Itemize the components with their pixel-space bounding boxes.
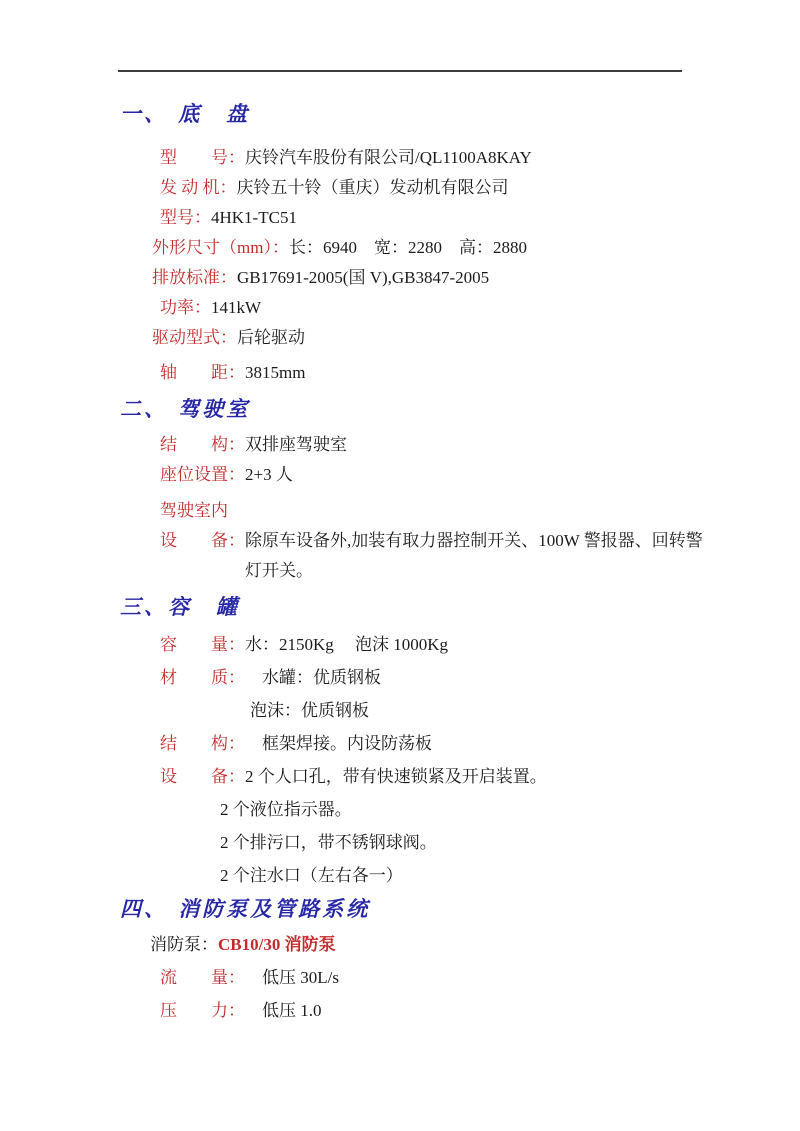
row-engine-model — [120, 203, 760, 233]
row-tank-equipment-level-indicators — [120, 793, 760, 826]
spec-value: 框架焊接。内设防荡板 — [245, 734, 432, 753]
spec-label: 消防泵： — [150, 935, 218, 954]
row-fire-pump — [120, 928, 760, 961]
row-flow-rate — [120, 961, 760, 994]
document-content — [0, 101, 800, 1027]
spec-value: 4HK1-TC51 — [211, 208, 297, 227]
spec-value: 泡沫：优质钢板 — [250, 701, 369, 720]
spec-label: 座位设置： — [160, 465, 245, 484]
section-heading-tank: 三、容 罐 — [120, 594, 240, 619]
spec-value: 2 个液位指示器。 — [220, 800, 352, 819]
spec-value: 低压 30L/s — [245, 968, 339, 987]
spec-value: 庆铃五十铃（重庆）发动机有限公司 — [236, 178, 509, 197]
spec-value: 水罐：优质钢板 — [245, 668, 381, 687]
row-tank-material-water — [120, 661, 760, 694]
spec-value: 水：2150Kg 泡沫 1000Kg — [245, 635, 449, 654]
spec-label: 材 质： — [160, 668, 245, 687]
spec-value: GB17691-2005(国 V),GB3847-2005 — [237, 268, 490, 287]
row-cab-interior — [120, 496, 760, 526]
spec-value: 庆铃汽车股份有限公司/QL1100A8KAY — [245, 148, 532, 167]
row-tank-capacity — [120, 628, 760, 661]
spec-label: 型 号： — [160, 148, 245, 167]
row-dimensions — [120, 233, 760, 263]
spec-value: 低压 1.0 — [245, 1001, 322, 1020]
spec-label: 流 量： — [160, 968, 245, 987]
row-cab-equipment — [120, 526, 760, 586]
row-engine-maker — [120, 173, 760, 203]
row-pressure — [120, 994, 760, 1027]
row-tank-material-foam — [120, 694, 760, 727]
spec-label: 驾驶室内 — [160, 501, 228, 520]
section-heading-chassis: 一、 底 盘 — [120, 101, 251, 126]
row-seats — [120, 460, 760, 490]
spec-value: 2 个排污口，带不锈钢球阀。 — [220, 833, 437, 852]
spec-label: 排放标准： — [152, 268, 237, 287]
spec-value: CB10/30 消防泵 — [218, 935, 336, 954]
spec-value: 2+3 人 — [245, 465, 293, 484]
spec-label: 结 构： — [160, 435, 245, 454]
spec-label: 设 备： — [160, 767, 245, 786]
spec-label: 发 动 机： — [160, 178, 237, 197]
spec-label: 设 备： — [160, 531, 245, 550]
spec-label: 功率： — [160, 298, 211, 317]
spec-label: 容 量： — [160, 635, 245, 654]
spec-value: 2 个注水口（左右各一） — [220, 866, 403, 885]
spec-label: 型号： — [160, 208, 211, 227]
spec-value: 除原车设备外,加装有取力器控制开关、100W 警报器、回转警灯开关。 — [245, 531, 703, 580]
spec-value: 2 个人口孔，带有快速锁紧及开启装置。 — [245, 767, 547, 786]
row-drive-type — [120, 323, 760, 353]
spec-value: 双排座驾驶室 — [245, 435, 347, 454]
header-rule — [118, 70, 682, 72]
spec-value: 长：6940 宽：2280 高：2880 — [288, 238, 527, 257]
spec-value: 后轮驱动 — [237, 328, 305, 347]
spec-label: 压 力： — [160, 1001, 245, 1020]
spec-label: 外形尺寸（mm）： — [152, 238, 289, 257]
spec-label: 驱动型式： — [152, 328, 237, 347]
row-tank-equipment-drain-outlets — [120, 826, 760, 859]
row-emission-standard — [120, 263, 760, 293]
row-tank-equipment — [120, 760, 760, 793]
section-heading-cab: 二、 驾驶室 — [120, 396, 251, 421]
row-wheelbase — [120, 358, 760, 388]
spec-label: 轴 距： — [160, 363, 245, 382]
section-heading-pump-system: 四、 消防泵及管路系统 — [120, 896, 371, 921]
spec-value: 3815mm — [245, 363, 306, 382]
spec-label: 结 构： — [160, 734, 245, 753]
row-tank-structure — [120, 727, 760, 760]
row-cab-structure — [120, 430, 760, 460]
row-chassis-model — [120, 143, 760, 173]
row-tank-equipment-filler-inlets — [120, 859, 760, 892]
row-power — [120, 293, 760, 323]
spec-value: 141kW — [211, 298, 262, 317]
